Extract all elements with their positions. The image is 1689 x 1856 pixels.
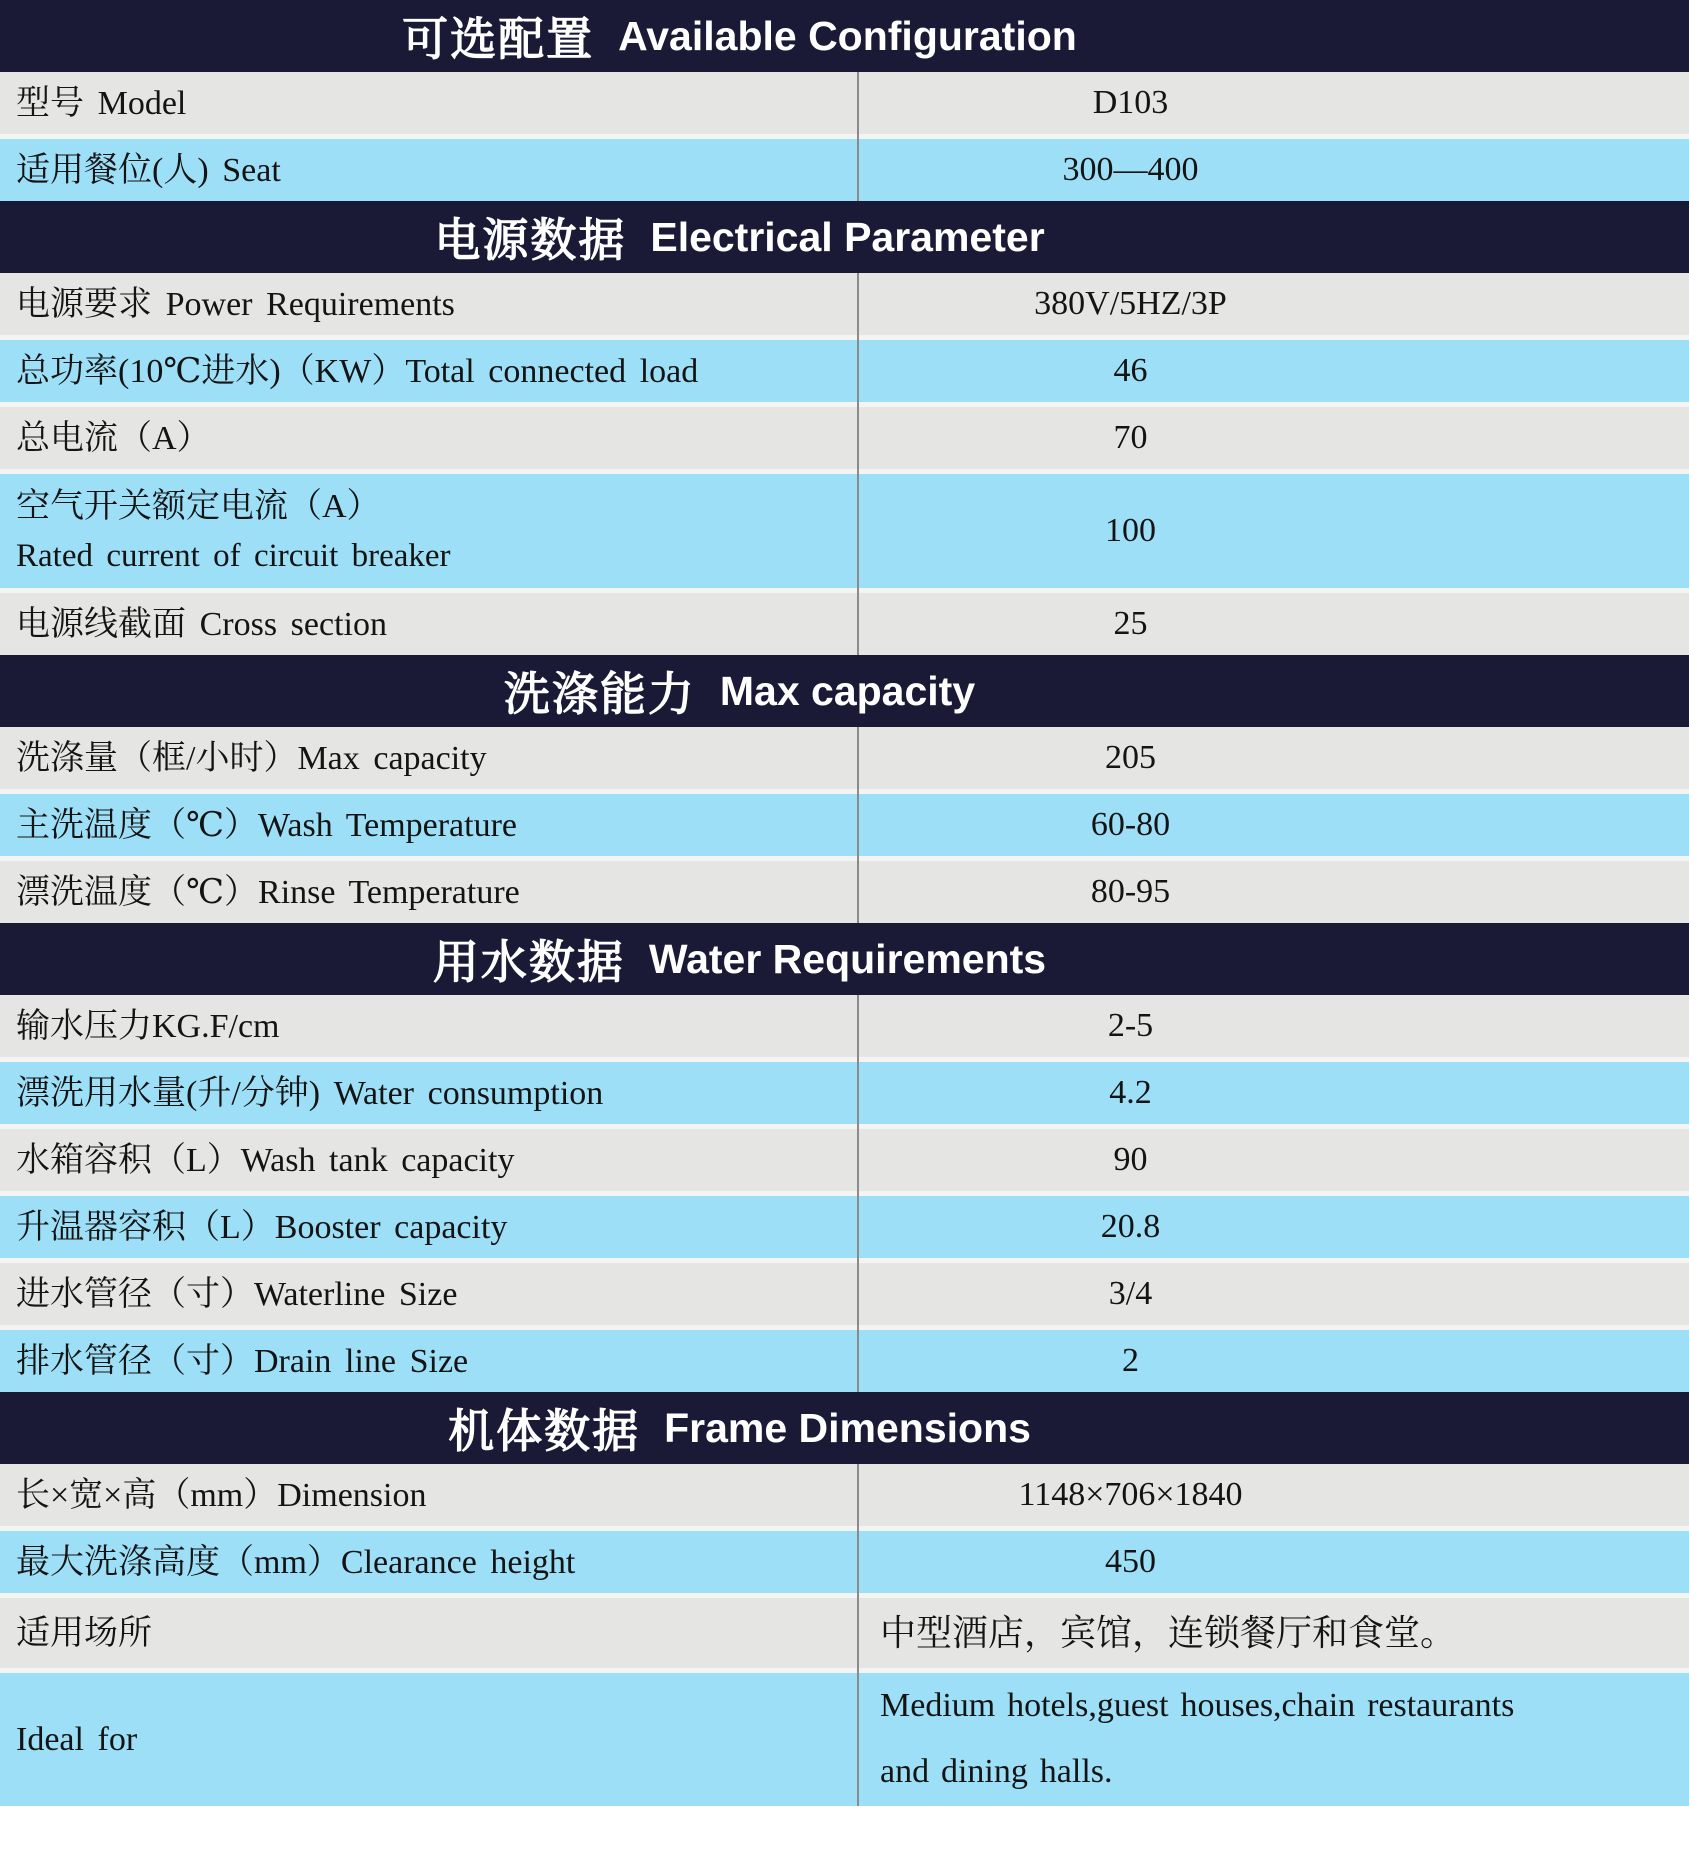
section-header	[0, 655, 1689, 727]
row-value-text: 380V/5HZ/3P	[1034, 285, 1227, 323]
row-value-text: 205	[1105, 739, 1156, 777]
row-value	[842, 1202, 1689, 1251]
row-label	[0, 78, 842, 129]
row-value-text: 1148×706×1840	[1018, 1476, 1243, 1514]
spec-row	[0, 340, 1689, 402]
spec-row	[0, 794, 1689, 856]
row-label	[0, 1608, 842, 1659]
row-value	[842, 413, 1689, 462]
row-value-text: 2	[1122, 1342, 1139, 1380]
row-value	[842, 346, 1689, 395]
section-title-cn: 洗涤能力	[503, 668, 696, 720]
spec-row	[0, 72, 1689, 134]
row-label	[0, 481, 842, 582]
row-label-text: 总电流（A）	[16, 419, 211, 457]
row-label-text: 适用餐位(人) Seat	[16, 151, 281, 189]
section-title-cn: 机体数据	[448, 1405, 641, 1457]
row-label-text: 适用场所	[16, 1614, 152, 1652]
section-title-en: Frame Dimensions	[664, 1404, 1031, 1451]
row-value	[842, 867, 1689, 916]
spec-row	[0, 593, 1689, 655]
row-value	[842, 1001, 1689, 1050]
row-label	[0, 1001, 842, 1052]
row-label-text: 电源线截面 Cross section	[16, 605, 387, 643]
spec-row	[0, 139, 1689, 201]
row-label	[0, 1202, 842, 1253]
row-value-text: Medium hotels,guest houses,chain restaurants and dining halls.	[880, 1687, 1515, 1791]
section-header	[0, 201, 1689, 273]
spec-row	[0, 474, 1689, 588]
row-label	[0, 346, 842, 397]
row-value-text: 80-95	[1090, 873, 1171, 911]
row-label	[0, 1336, 842, 1387]
row-label	[0, 279, 842, 330]
row-value	[842, 1068, 1689, 1117]
spec-row	[0, 1330, 1689, 1392]
row-label-text: 水箱容积（L）Wash tank capacity	[16, 1141, 515, 1179]
row-label	[0, 1068, 842, 1119]
row-value	[842, 733, 1689, 782]
row-label-text: 电源要求 Power Requirements	[16, 285, 455, 323]
section-title-cn: 可选配置	[402, 13, 595, 65]
row-value	[842, 1673, 1689, 1806]
spec-row	[0, 407, 1689, 469]
row-label-text: 漂洗温度（℃）Rinse Temperature	[16, 873, 520, 911]
row-label-text: 输水压力KG.F/cm	[16, 1007, 280, 1045]
row-value-text: 中型酒店，宾馆，连锁餐厅和食堂。	[880, 1613, 1457, 1653]
section-title-en: Water Requirements	[648, 935, 1047, 982]
row-label	[0, 800, 842, 851]
row-value	[842, 78, 1689, 127]
spec-row	[0, 1129, 1689, 1191]
row-label	[0, 1135, 842, 1186]
spec-row	[0, 1062, 1689, 1124]
row-value-text: 25	[1113, 605, 1148, 643]
row-value-text: 4.2	[1109, 1074, 1152, 1112]
spec-row	[0, 273, 1689, 335]
row-value-text: 300—400	[1062, 151, 1199, 189]
row-value-text: D103	[1092, 84, 1169, 122]
section-title-en: Electrical Parameter	[650, 213, 1045, 260]
row-label	[0, 599, 842, 650]
row-label	[0, 1714, 842, 1765]
row-label-text: 洗涤量（框/小时）Max capacity	[16, 739, 487, 777]
row-label-text: 排水管径（寸）Drain line Size	[16, 1342, 469, 1380]
section-rows	[0, 1464, 1689, 1806]
row-value	[842, 1537, 1689, 1586]
spec-row	[0, 1673, 1689, 1806]
row-value	[842, 800, 1689, 849]
row-value	[842, 1269, 1689, 1318]
spec-row	[0, 1464, 1689, 1526]
row-label-text: 总功率(10℃进水)（KW）Total connected load	[16, 352, 699, 390]
row-label	[0, 1269, 842, 1320]
row-value	[842, 1470, 1689, 1519]
section-title-cn: 用水数据	[432, 936, 625, 988]
section-title-en: Available Configuration	[618, 12, 1077, 59]
bottom-spacer	[0, 1806, 1689, 1856]
spec-row	[0, 727, 1689, 789]
row-label	[0, 867, 842, 918]
row-value	[842, 1135, 1689, 1184]
row-label-text: 进水管径（寸）Waterline Size	[16, 1275, 458, 1313]
section-rows	[0, 72, 1689, 201]
row-label-text: 长×宽×高（mm）Dimension	[16, 1476, 427, 1514]
row-value	[842, 506, 1689, 555]
row-value	[842, 1598, 1689, 1668]
row-value-text: 46	[1113, 352, 1148, 390]
row-label-text: 最大洗涤高度（mm）Clearance height	[16, 1543, 576, 1581]
section-header	[0, 923, 1689, 995]
row-label	[0, 413, 842, 464]
row-label-text: 漂洗用水量(升/分钟) Water consumption	[16, 1074, 604, 1112]
row-label	[0, 1537, 842, 1588]
section-rows	[0, 273, 1689, 655]
row-label-text: 型号 Model	[16, 84, 187, 122]
spec-row	[0, 1531, 1689, 1593]
row-value-text: 90	[1113, 1141, 1148, 1179]
section-rows	[0, 727, 1689, 923]
row-value-text: 2-5	[1107, 1007, 1154, 1045]
spec-row	[0, 1598, 1689, 1668]
spec-row	[0, 861, 1689, 923]
row-value	[842, 145, 1689, 194]
spec-row	[0, 995, 1689, 1057]
section-rows	[0, 995, 1689, 1392]
row-value-text: 100	[1105, 512, 1156, 550]
row-value	[842, 279, 1689, 328]
row-label-text: 主洗温度（℃）Wash Temperature	[16, 806, 518, 844]
row-value-text: 70	[1113, 419, 1148, 457]
row-value-text: 450	[1105, 1543, 1156, 1581]
section-header	[0, 1392, 1689, 1464]
spec-row	[0, 1196, 1689, 1258]
section-title-en: Max capacity	[719, 667, 976, 714]
row-label	[0, 733, 842, 784]
row-label-line2: Rated current of circuit breaker	[16, 537, 451, 574]
row-label	[0, 1470, 842, 1521]
section-header	[0, 0, 1689, 72]
row-label-text: 空气开关额定电流（A）	[16, 487, 381, 525]
row-value	[842, 1336, 1689, 1385]
row-value-text: 20.8	[1100, 1208, 1161, 1246]
row-label-text: 升温器容积（L）Booster capacity	[16, 1208, 508, 1246]
row-label-text: Ideal for	[16, 1720, 138, 1758]
row-value-text: 60-80	[1090, 806, 1171, 844]
spec-row	[0, 1263, 1689, 1325]
row-label	[0, 145, 842, 196]
row-value	[842, 599, 1689, 648]
section-title-cn: 电源数据	[434, 214, 627, 266]
row-value-text: 3/4	[1108, 1275, 1153, 1313]
